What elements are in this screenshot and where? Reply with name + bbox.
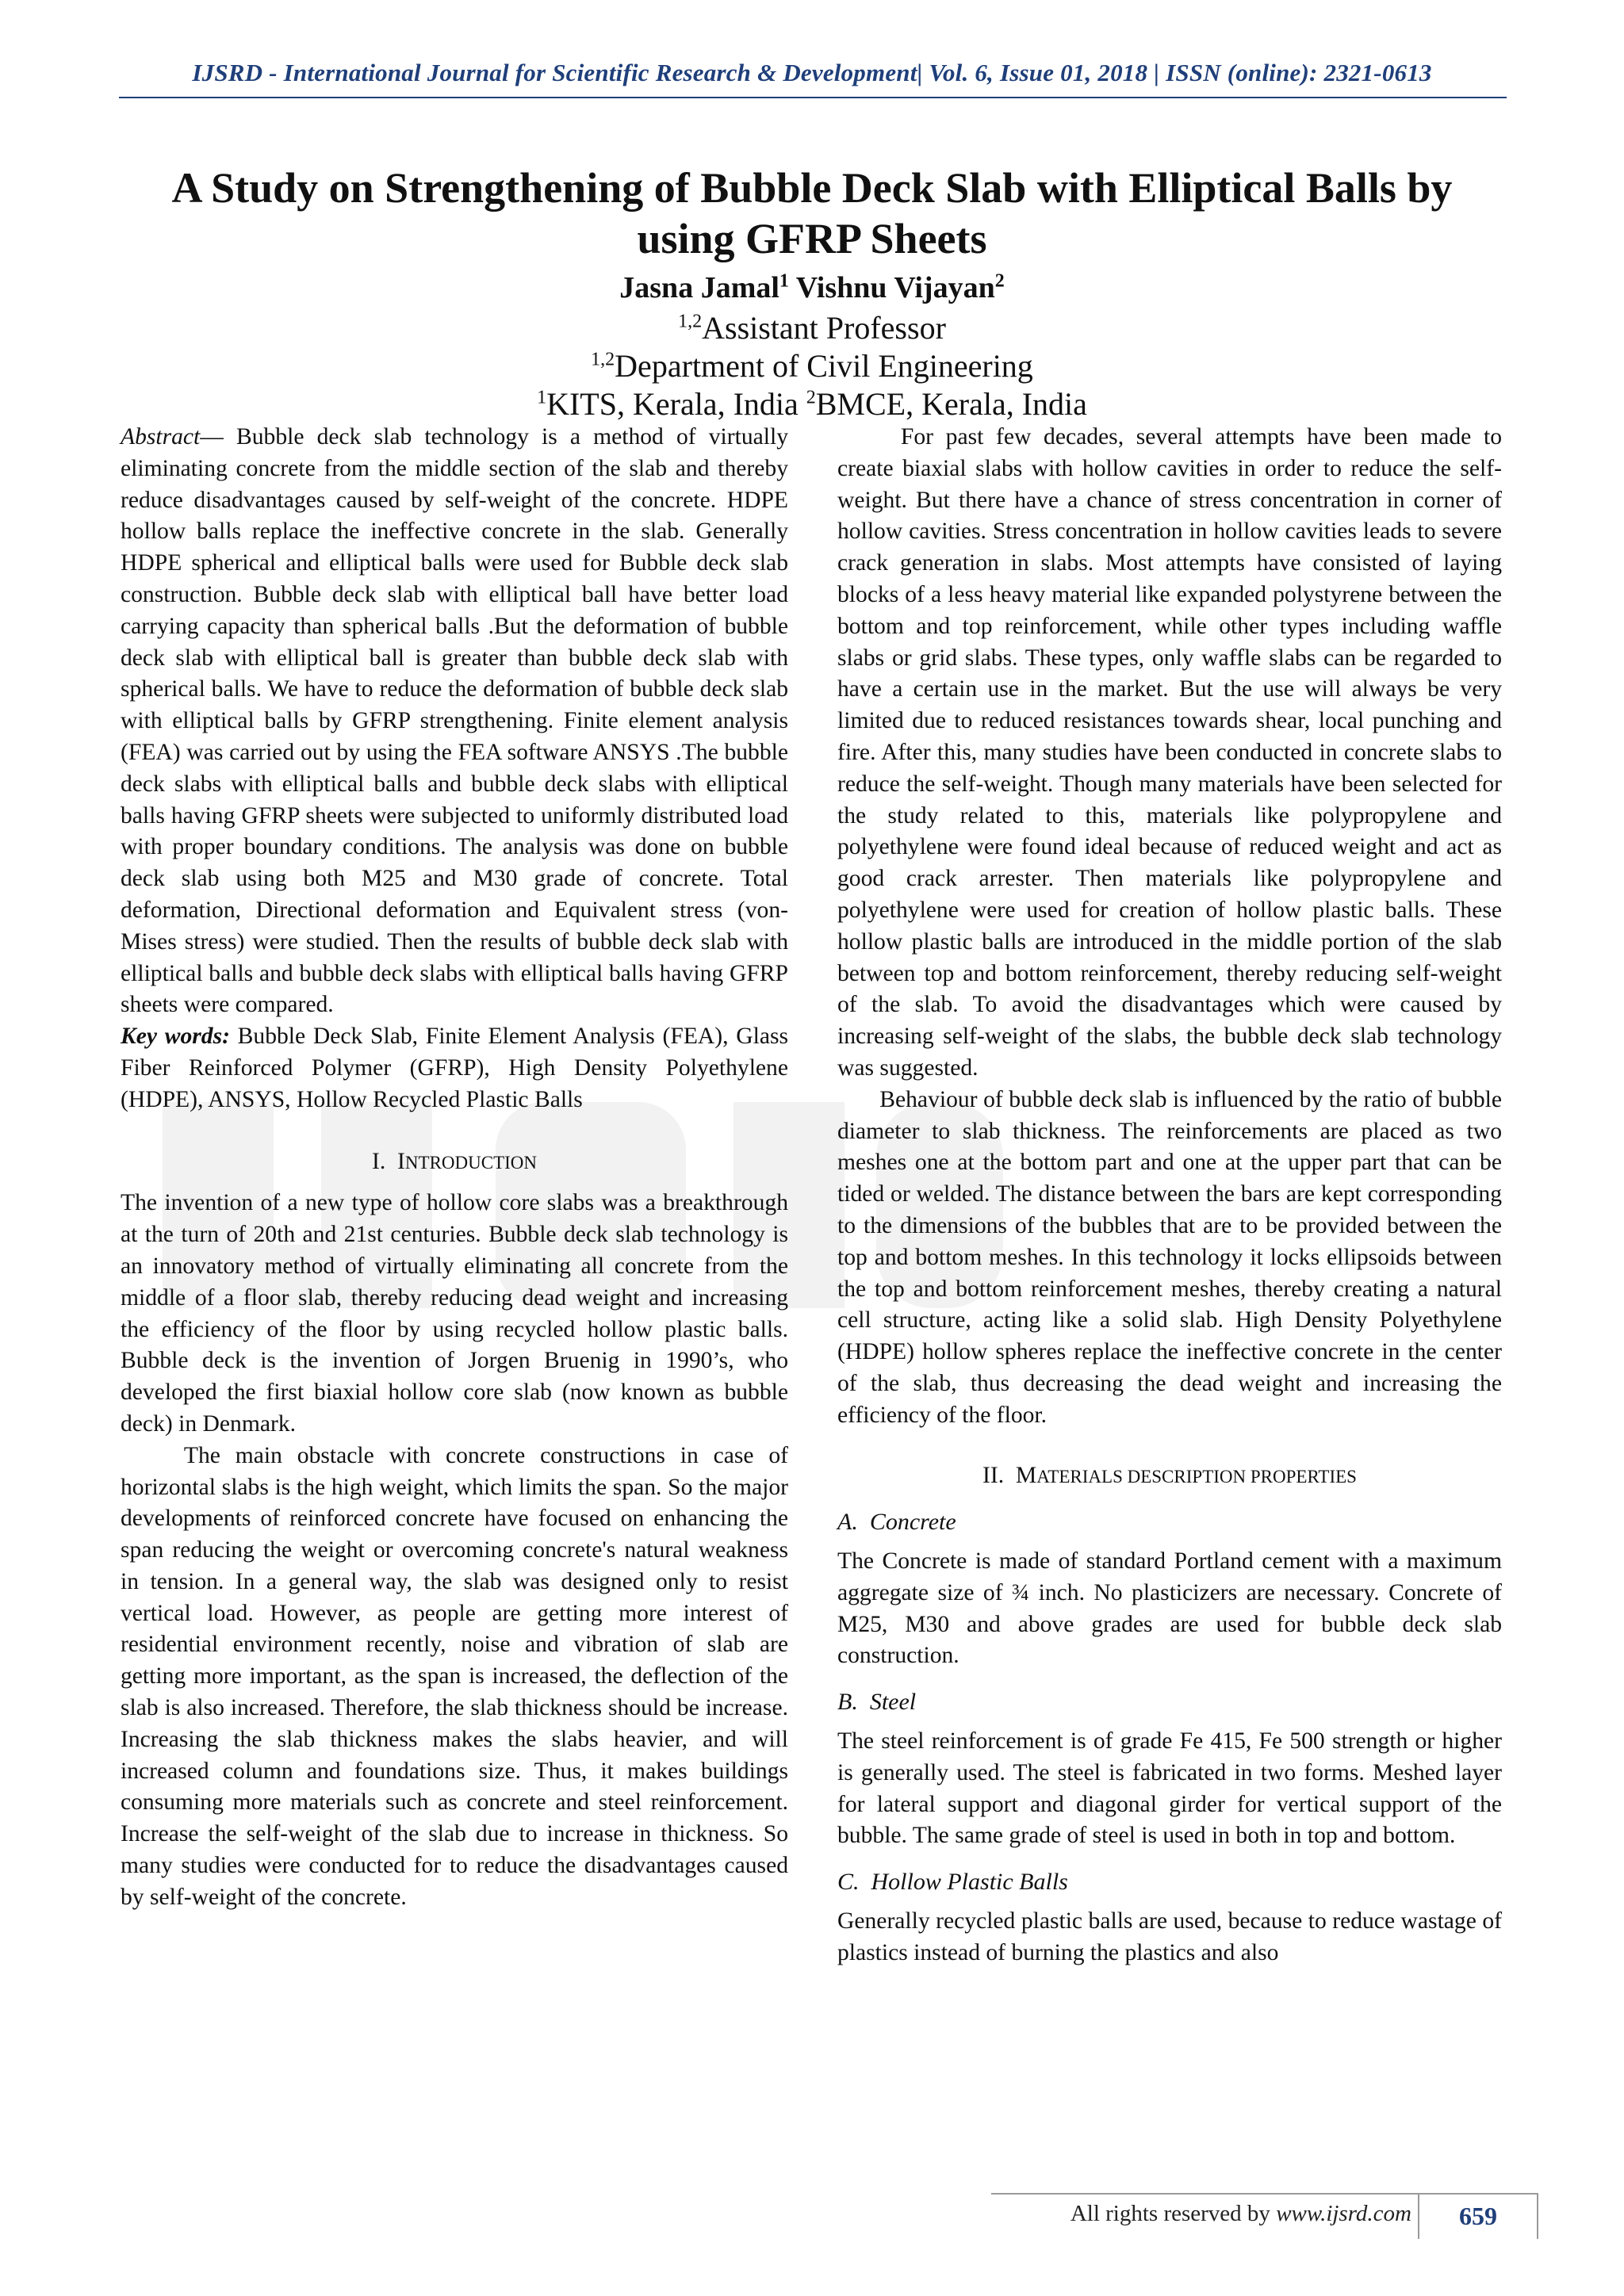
abstract-text: Bubble deck slab technology is a method of virtually eliminating concrete from the middle section of the slab and thereby reduce disadvantages caused by self-weight of the concrete. HDPE hollow balls replace the ineffective concrete in the slab. Generally HDPE spherical and elliptical balls were used for Bubble deck slab construction. Bubble deck slab with elliptical ball have better load carrying capacity than spherical balls .But the deformation of bubble deck slab with elliptical ball is greater than bubble deck slab with spherical balls. We have to reduce the deformation of bubble deck slab with elliptical balls by GFRP strengthening. Finite element analysis (FEA) was carried out by using the FEA software ANSYS .The bubble deck slabs with elliptical balls and bubble deck slabs with elliptical balls having GFRP sheets were subjected to uniformly distributed load with proper boundary conditions. The analysis was done on bubble deck slab using both M25 and M30 grade of concrete. Total deformation, Directional deformation and Equivalent stress (von-Mises stress) were studied. Then the results of bubble deck slab with elliptical balls and bubble deck slabs with elliptical balls having GFRP sheets were compared.: [121, 424, 788, 1018]
subsection-a-heading: [837, 1506, 1502, 1538]
intro-paragraph-2: The main obstacle with concrete constructions in case of horizontal slabs is the high weight, which limits the span. So the major developments of reinforced concrete have focused on enhancing the span reducing the weight or overcoming concrete's natural weakness in tension. In a general way, the slab was designed only to resist vertical load. However, as people are getting more interest of residential environment recently, noise and vibration of slab are getting more important, as the span is increased, the deflection of the slab is also increased. Therefore, the slab thickness should be increase. Increasing the slab thickness makes the slabs heavier, and will increased column and foundations size. Thus, it makes buildings consuming more materials such as concrete and steel reinforcement. Increase the self-weight of the slab due to increase in thickness. So many studies were conducted for to reduce the disadvantages caused by self-weight of the concrete.: [121, 1442, 788, 1910]
keywords-label: Key words:: [121, 1024, 230, 1050]
section-1-number: I.: [371, 1148, 386, 1174]
author-2-sup: 2: [994, 270, 1005, 292]
dept-sup: 1,2: [591, 349, 615, 370]
title-line-1: A Study on Strengthening of Bubble Deck Slab with Elliptical Balls by: [171, 164, 1453, 212]
subsection-c-text: Generally recycled plastic balls are used, because to reduce wastage of plastics instead of burning the plastics and also: [837, 1908, 1502, 1965]
author-name-1: Jasna Jamal: [619, 271, 779, 304]
subsection-a-title: Concrete: [869, 1509, 956, 1536]
section-2-heading: [837, 1460, 1502, 1493]
author-department: [0, 347, 1624, 385]
left-column: [121, 422, 788, 1914]
intro-paragraph-3: For past few decades, several attempts have been made to create biaxial slabs with hollow cavities in order to reduce the self-weight. But there have a chance of stress concentration in corner of hollow cavities. Stress concentration in hollow cavities leads to severe crack generation in slabs. Most attempts have consisted of laying blocks of a less heavy material like expanded polystyrene between the bottom and top reinforcement, while other types including waffle slabs or grid slabs. These types, only waffle slabs can be regarded to have a certain use in the market. But the use will always be very limited due to reduced resistances towards shear, local punching and fire. After this, many studies have been conducted in concrete slabs to reduce the self-weight. Though many materials have been selected for the study related to this, materials like polypropylene and polyethylene were found ideal because of reduced weight and act as good crack arrester. Then materials like polypropylene and polyethylene were used for creation of hollow plastic balls. These hollow plastic balls are introduced in the middle portion of the slab between top and bottom reinforcement, thereby reducing self-weight of the slab. To avoid the disadvantages which were caused by increasing self-weight of the slabs, the bubble deck slab technology was suggested.: [837, 424, 1502, 1081]
keywords: [121, 1021, 788, 1115]
title-line-2: using GFRP Sheets: [637, 215, 987, 262]
footer-rights-text: All rights reserved by: [1070, 2201, 1277, 2226]
author-list: [0, 270, 1624, 306]
subsection-b-heading: [837, 1686, 1502, 1718]
inst2-sup: 2: [806, 387, 816, 408]
subsection-b-label: B.: [837, 1689, 858, 1716]
author-institutions: [0, 385, 1624, 423]
footer-rights: [952, 2195, 1411, 2233]
right-column: [837, 422, 1502, 1969]
section-2-number: II.: [982, 1462, 1005, 1488]
position-text: Assistant Professor: [702, 310, 946, 346]
section-1-heading: [121, 1146, 788, 1179]
section-1-title-initial: I: [397, 1148, 405, 1174]
subsection-c-title: Hollow Plastic Balls: [871, 1869, 1068, 1896]
intro-paragraph-1: The invention of a new type of hollow core slabs was a breakthrough at the turn of 20th and 21st centuries. Bubble deck slab technology is an innovatory method of virtually eliminating all concrete from the middle of a floor slab, thereby reducing dead weight and increasing the efficiency of the floor by using recycled hollow plastic balls. Bubble deck is the invention of Jorgen Bruenig in 1990’s, who developed the first biaxial hollow core slab (now known as bubble deck) in Denmark.: [121, 1190, 788, 1437]
author-name-2: Vishnu Vijayan: [795, 271, 995, 304]
section-1-title-rest: NTRODUCTION: [404, 1152, 538, 1173]
header-rule: [119, 97, 1507, 98]
subsection-a-label: A.: [837, 1509, 858, 1536]
author-position: [0, 309, 1624, 347]
author-1-sup: 1: [779, 270, 789, 292]
page-number: 659: [1418, 2193, 1538, 2239]
section-2-title-rest: ATERIALS DESCRIPTION PROPERTIES: [1036, 1466, 1357, 1487]
subsection-b-text: The steel reinforcement is of grade Fe 415, Fe 500 strength or higher is generally used. The steel is fabricated in two forms. Meshed layer for lateral support and diagonal girder for vertical support of the bubble. The same grade of steel is used in both in top and bottom.: [837, 1728, 1502, 1849]
abstract-label: Abstract: [121, 424, 201, 450]
department-text: Department of Civil Engineering: [615, 348, 1033, 384]
intro-paragraph-4: Behaviour of bubble deck slab is influenced by the ratio of bubble diameter to slab thickness. The reinforcements are placed as two meshes one at the bottom part and one at the upper part that can be tided or welded. The distance between the bars are kept corresponding to the dimensions of the bubbles that are to be provided between the top and bottom meshes. In this technology it locks ellipsoids between the top and bottom reinforcement meshes, thereby creating a natural cell structure, acting like a solid slab. High Density Polyethylene (HDPE) hollow spheres replace the ineffective concrete in the center of the slab, thus decreasing the dead weight and increasing the efficiency of the floor.: [837, 1086, 1502, 1428]
institution-1: KITS, Kerala, India: [546, 386, 806, 422]
subsection-c-heading: [837, 1866, 1502, 1898]
position-sup: 1,2: [678, 311, 703, 332]
subsection-c-label: C.: [837, 1869, 860, 1896]
inst1-sup: 1: [537, 387, 547, 408]
subsection-b-title: Steel: [869, 1689, 917, 1716]
journal-header: IJSRD - International Journal for Scientific Research & Development| Vol. 6, Issue 01, 2018 | ISSN (online): 2321-0613: [192, 59, 1432, 86]
keywords-text: Bubble Deck Slab, Finite Element Analysis (FEA), Glass Fiber Reinforced Polymer (GFRP), High Density Polyethylene (HDPE), ANSYS, Hollow Recycled Plastic Balls: [121, 1024, 788, 1112]
section-2-title-initial: M: [1015, 1462, 1037, 1488]
paper-title: [127, 163, 1497, 264]
institution-2: BMCE, Kerala, India: [815, 386, 1087, 422]
abstract: [121, 422, 788, 1021]
subsection-a-text: The Concrete is made of standard Portland cement with a maximum aggregate size of ¾ inch. No plasticizers are necessary. Concrete of M25, M30 and above grades are used for bubble deck slab construction.: [837, 1548, 1502, 1669]
abstract-dash: —: [200, 424, 224, 450]
footer-site-link[interactable]: www.ijsrd.com: [1276, 2201, 1411, 2226]
